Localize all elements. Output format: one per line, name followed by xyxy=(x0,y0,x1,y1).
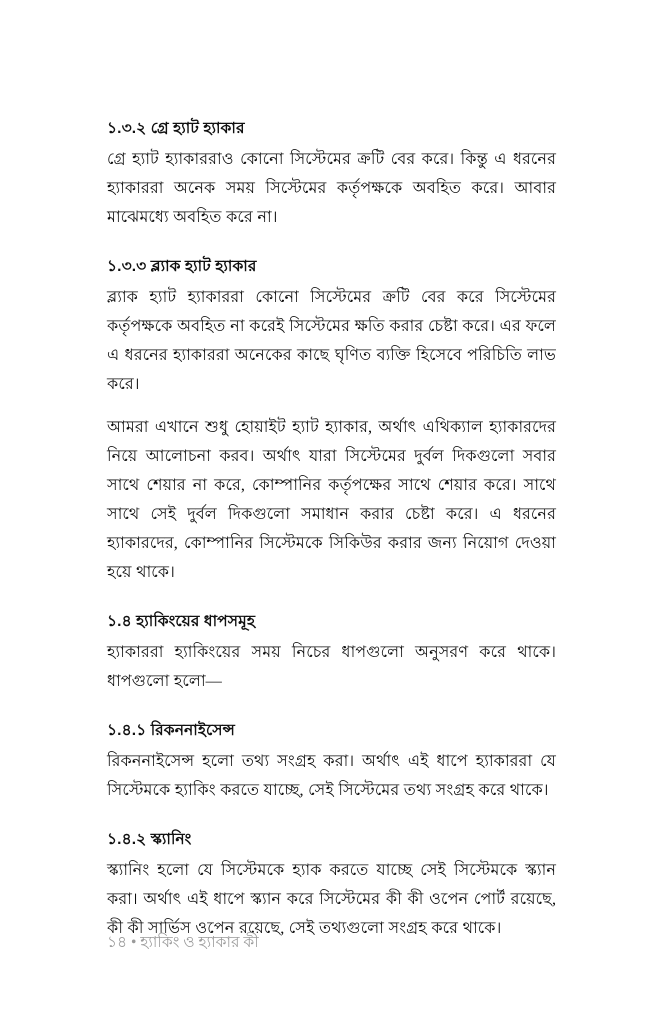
section-paragraph-1-3-3-1: আমরা এখানে শুধু হোয়াইট হ্যাট হ্যাকার, অর্থাৎ এথিক্যাল হ্যাকারদের নিয়ে আলোচনা করব। অর্থাৎ যারা সিস্টেমের দুর্বল দিকগুলো সবার সাথে শেয়ার না করে, কোম্পানির কর্তৃপক্ষের সাথে শেয়ার করে। সাথে সাথে সেই দুর্বল দিকগুলো সমাধান করার চেষ্টা করে। এ ধরনের হ্যাকারদের, কোম্পানির সিস্টেমকে সিকিউর করার জন্য নিয়োগ দেওয়া হয়ে থাকে। xyxy=(107,418,556,581)
section-heading-1-3-2: ১.৩.২ গ্রে হ্যাট হ্যাকার xyxy=(107,120,245,137)
section-heading-1-4-1: ১.৪.১ রিকননাইসেন্স xyxy=(107,722,235,739)
section-heading-1-4: ১.৪ হ্যাকিংয়ের ধাপসমূহ xyxy=(107,613,256,630)
section-paragraph-1-4-2-0: স্ক্যানিং হলো যে সিস্টেমকে হ্যাক করতে যাচ্ছে সেই সিস্টেমকে স্ক্যান করা। অর্থাৎ এই ধাপে স্ক্যান করে সিস্টেমের কী কী ওপেন পোর্ট রয়েছে, কী কী সার্ভিস ওপেন রয়েছে, সেই তথ্যগুলো সংগ্রহ করে থাকে। xyxy=(107,861,556,937)
section-paragraph-1-3-2-0: গ্রে হ্যাট হ্যাকাররাও কোনো সিস্টেমের ক্রটি বের করে। কিন্তু এ ধরনের হ্যাকাররা অনেক সময় সিস্টেমের কর্তৃপক্ষকে অবহিত করে। আবার মাঝেমধ্যে অবহিত করে না। xyxy=(107,150,556,226)
section-paragraph-1-4-0: হ্যাকাররা হ্যাকিংয়ের সময় নিচের ধাপগুলো অনুসরণ করে থাকে। ধাপগুলো হলো— xyxy=(107,643,556,690)
page-footer: ১৪ • হ্যাকিং ও হ্যাকার কী xyxy=(107,934,259,951)
section-heading-1-3-3: ১.৩.৩ ব্ল্যাক হ্যাট হ্যাকার xyxy=(107,258,257,275)
section-heading-1-4-2: ১.৪.২ স্ক্যানিং xyxy=(107,831,192,848)
section-paragraph-1-3-3-0: ব্ল্যাক হ্যাট হ্যাকাররা কোনো সিস্টেমের ক্রটি বের করে সিস্টেমের কর্তৃপক্ষকে অবহিত না করেই সিস্টেমের ক্ষতি করার চেষ্টা করে। এর ফলে এ ধরনের হ্যাকাররা অনেকের কাছে ঘৃণিত ব্যক্তি হিসেবে পরিচিতি লাভ করে। xyxy=(107,288,556,393)
page-body-text xyxy=(107,118,556,943)
section-paragraph-1-4-1-0: রিকননাইসেন্স হলো তথ্য সংগ্রহ করা। অর্থাৎ এই ধাপে হ্যাকাররা যে সিস্টেমকে হ্যাকিং করতে যাচ্ছে, সেই সিস্টেমের তথ্য সংগ্রহ করে থাকে। xyxy=(107,752,556,799)
